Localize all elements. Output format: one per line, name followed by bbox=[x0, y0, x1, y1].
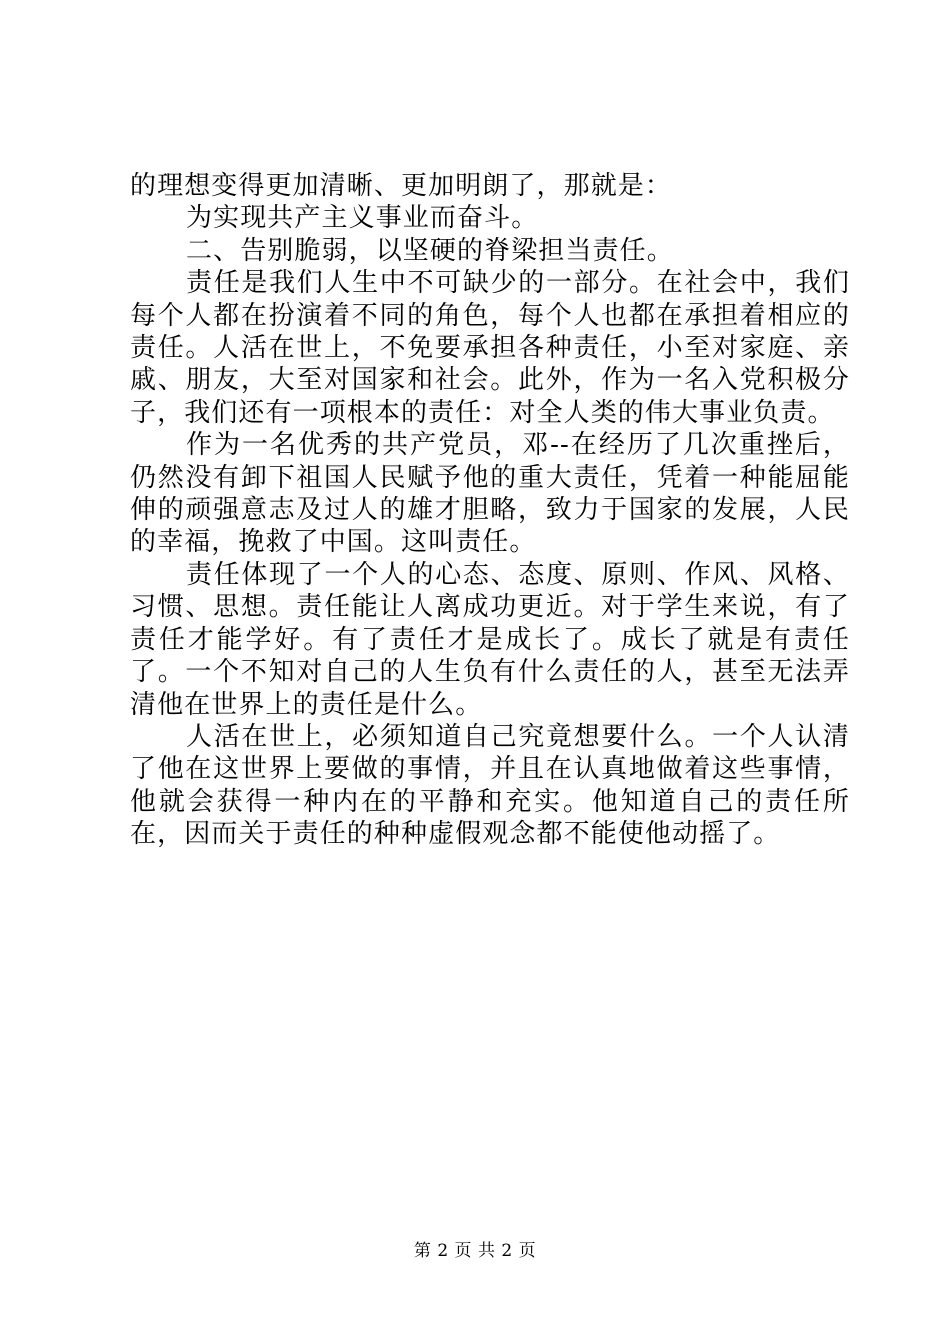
paragraph-3: 二、告别脆弱，以坚硬的脊梁担当责任。 bbox=[186, 235, 674, 266]
paragraph-2: 为实现共产主义事业而奋斗。 bbox=[186, 203, 539, 234]
paragraph-7: 人活在世上，必须知道自己究竟想要什么。一个人认清了他在这世界上要做的事情，并且在认真地做着这些事情，他就会获得一种内在的平静和充实。他知道自己的责任所在，因而关于责任的种种虚假观念都不能使他动摇了。 bbox=[130, 721, 850, 850]
page-footer bbox=[0, 1240, 950, 1262]
paragraph-5: 作为一名优秀的共产党员，邓--在经历了几次重挫后，仍然没有卸下祖国人民赋予他的重大责任，凭着一种能屈能伸的顽强意志及过人的雄才胆略，致力于国家的发展，人民的幸福，挽救了中国。这叫责任。 bbox=[130, 430, 850, 558]
paragraph-1: 的理想变得更加清晰、更加明朗了，那就是： bbox=[130, 171, 673, 201]
paragraph-6: 责任体现了一个人的心态、态度、原则、作风、风格、习惯、思想。责任能让人离成功更近。对于学生来说，有了责任才能学好。有了责任才是成长了。成长了就是有责任了。一个不知对自己的人生负有什么责任的人，甚至无法弄清他在世界上的责任是什么。 bbox=[130, 559, 850, 720]
page-number-label: 第 2 页 共 2 页 bbox=[413, 1241, 537, 1261]
document-body bbox=[130, 170, 850, 851]
paragraph-4: 责任是我们人生中不可缺少的一部分。在社会中，我们每个人都在扮演着不同的角色，每个人也都在承担着相应的责任。人活在世上，不免要承担各种责任，小至对家庭、亲戚、朋友，大至对国家和社会。此外，作为一名入党积极分子，我们还有一项根本的责任：对全人类的伟大事业负责。 bbox=[130, 268, 850, 428]
